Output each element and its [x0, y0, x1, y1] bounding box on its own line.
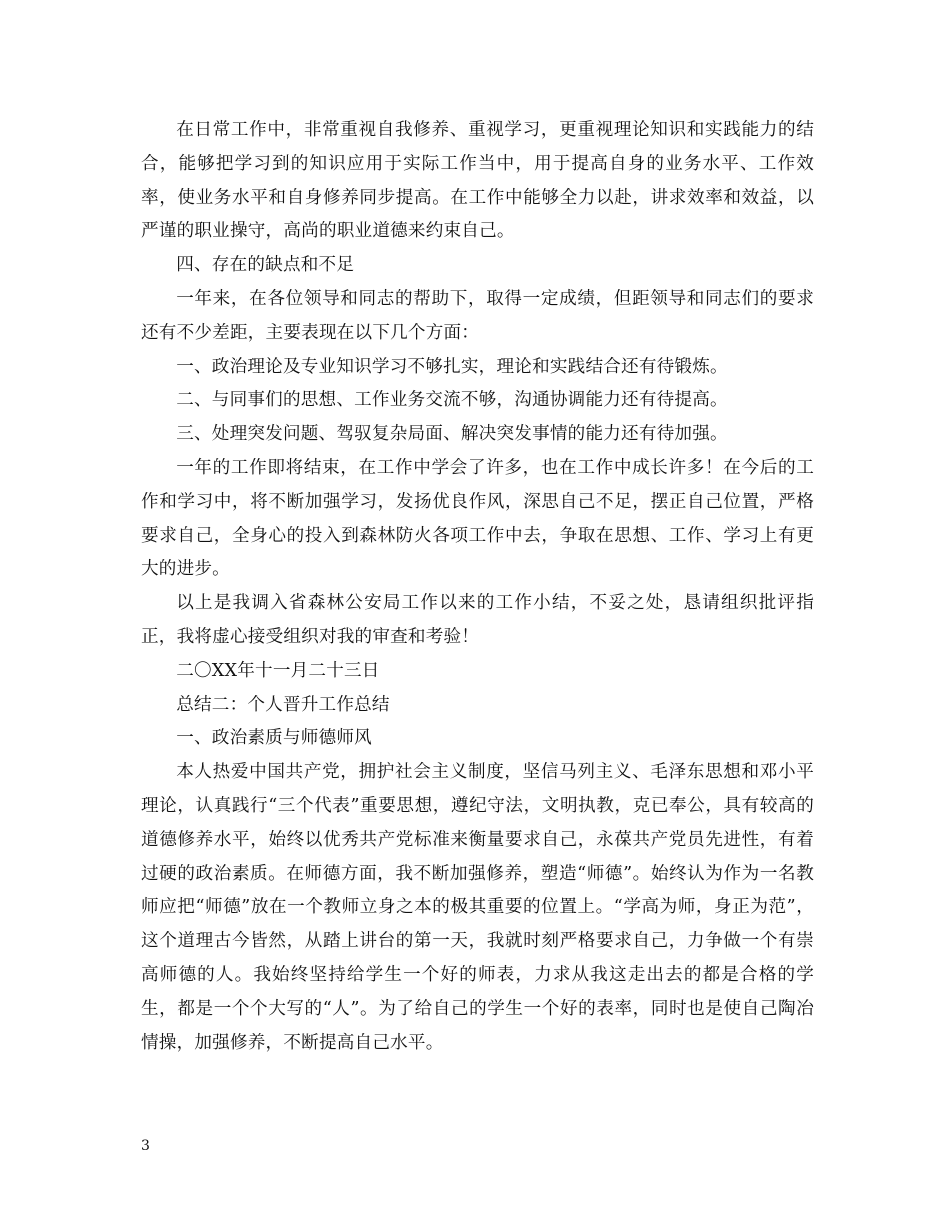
page-number: 3: [141, 1138, 150, 1154]
list-item-shortcoming-3: 三、处理突发问题、驾驭复杂局面、解决突发事情的能力还有待加强。: [176, 424, 728, 445]
document-body: [141, 114, 814, 1060]
list-item-shortcoming-1: 一、政治理论及专业知识学习不够扎实，理论和实践结合还有待锻炼。: [176, 356, 728, 377]
date-line: 二〇XX年十一月二十三日: [176, 660, 380, 681]
paragraph-shortcomings-intro: 一年来，在各位领导和同志的帮助下，取得一定成绩，但距领导和同志们的要求还有不少差距，主要表现在以下几个方面：: [141, 288, 814, 343]
paragraph-closing: 以上是我调入省森林公安局工作以来的工作小结，不妥之处，恳请组织批评指正，我将虚心接受组织对我的审查和考验！: [141, 593, 814, 647]
paragraph-outlook: 一年的工作即将结束，在工作中学会了许多，也在工作中成长许多！在今后的工作和学习中，将不断加强学习，发扬优良作风，深思自己不足，摆正自己位置，严格要求自己，全身心的投入到森林防火各项工作中去，争取在思想、工作、学习上有更大的进步。: [141, 457, 814, 580]
heading-political-quality: 一、政治素质与师德师风: [176, 728, 372, 749]
paragraph-political-quality: 本人热爱中国共产党，拥护社会主义制度，坚信马列主义、毛泽东思想和邓小平理论，认真践行“三个代表”重要思想，遵纪守法，文明执教，克已奉公，具有较高的道德修养水平，始终以优秀共产党标准来衡量要求自己，永葆共产党员先进性，有着过硬的政治素质。在师德方面，我不断加强修养，塑造“师德”。始终认为作为一名教师应把“师德”放在一个教师立身之本的极其重要的位置上。“学高为师，身正为范”，这个道理古今皆然，从踏上讲台的第一天，我就时刻严格要求自己，力争做一个有崇高师德的人。我始终坚持给学生一个好的师表，力求从我这走出去的都是合格的学生，都是一个个大写的“人”。为了给自己的学生一个好的表率，同时也是使自己陶冶情操，加强修养，不断提高自己水平。: [141, 762, 814, 1053]
list-item-shortcoming-2: 二、与同事们的思想、工作业务交流不够，沟通协调能力还有待提高。: [176, 390, 728, 411]
heading-shortcomings: 四、存在的缺点和不足: [176, 255, 355, 276]
paragraph-self-cultivation: 在日常工作中，非常重视自我修养、重视学习，更重视理论知识和实践能力的结合，能够把学习到的知识应用于实际工作当中，用于提高自身的业务水平、工作效率，使业务水平和自身修养同步提高。在工作中能够全力以赴，讲求效率和效益，以严谨的职业操守，高尚的职业道德来约束自己。: [141, 120, 814, 242]
section-title-summary-two: 总结二：个人晋升工作总结: [176, 694, 390, 715]
